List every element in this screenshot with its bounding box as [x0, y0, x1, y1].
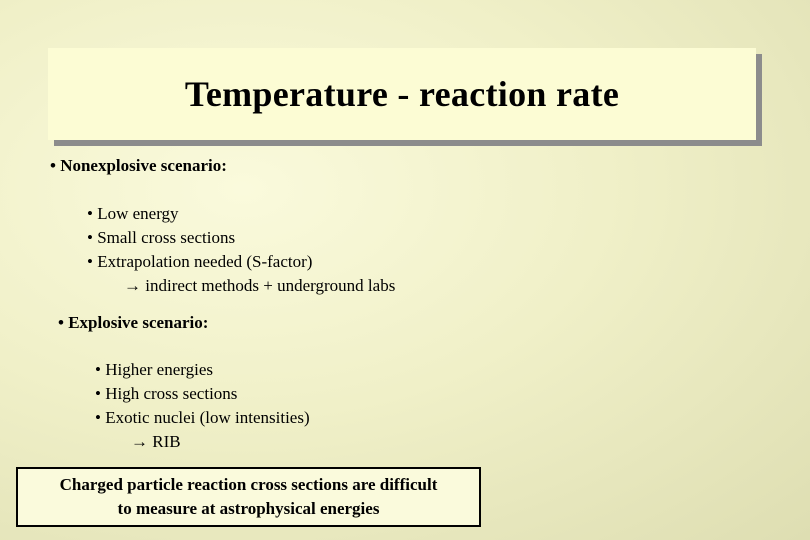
slide-title: Temperature - reaction rate	[184, 74, 620, 114]
title-box	[48, 48, 756, 140]
bullet-small-cross-sections: • Small cross sections	[87, 228, 236, 247]
arrow-note-indirect-methods: → indirect methods + underground labs	[124, 276, 396, 295]
bullet-extrapolation: • Extrapolation needed (S-factor)	[87, 252, 313, 271]
bullet-high-cross-sections: • High cross sections	[95, 384, 238, 403]
bullet-exotic-nuclei: • Exotic nuclei (low intensities)	[95, 408, 310, 427]
section-heading-nonexplosive: • Nonexplosive scenario:	[50, 156, 227, 175]
bullet-higher-energies: • Higher energies	[95, 360, 213, 379]
bullet-low-energy: • Low energy	[87, 204, 179, 223]
arrow-note-rib: → RIB	[131, 432, 181, 451]
section-heading-explosive: • Explosive scenario:	[58, 313, 209, 332]
conclusion-box	[16, 467, 481, 527]
conclusion-line-2: to measure at astrophysical energies	[117, 499, 380, 518]
conclusion-line-1: Charged particle reaction cross sections are difficult	[59, 475, 438, 494]
